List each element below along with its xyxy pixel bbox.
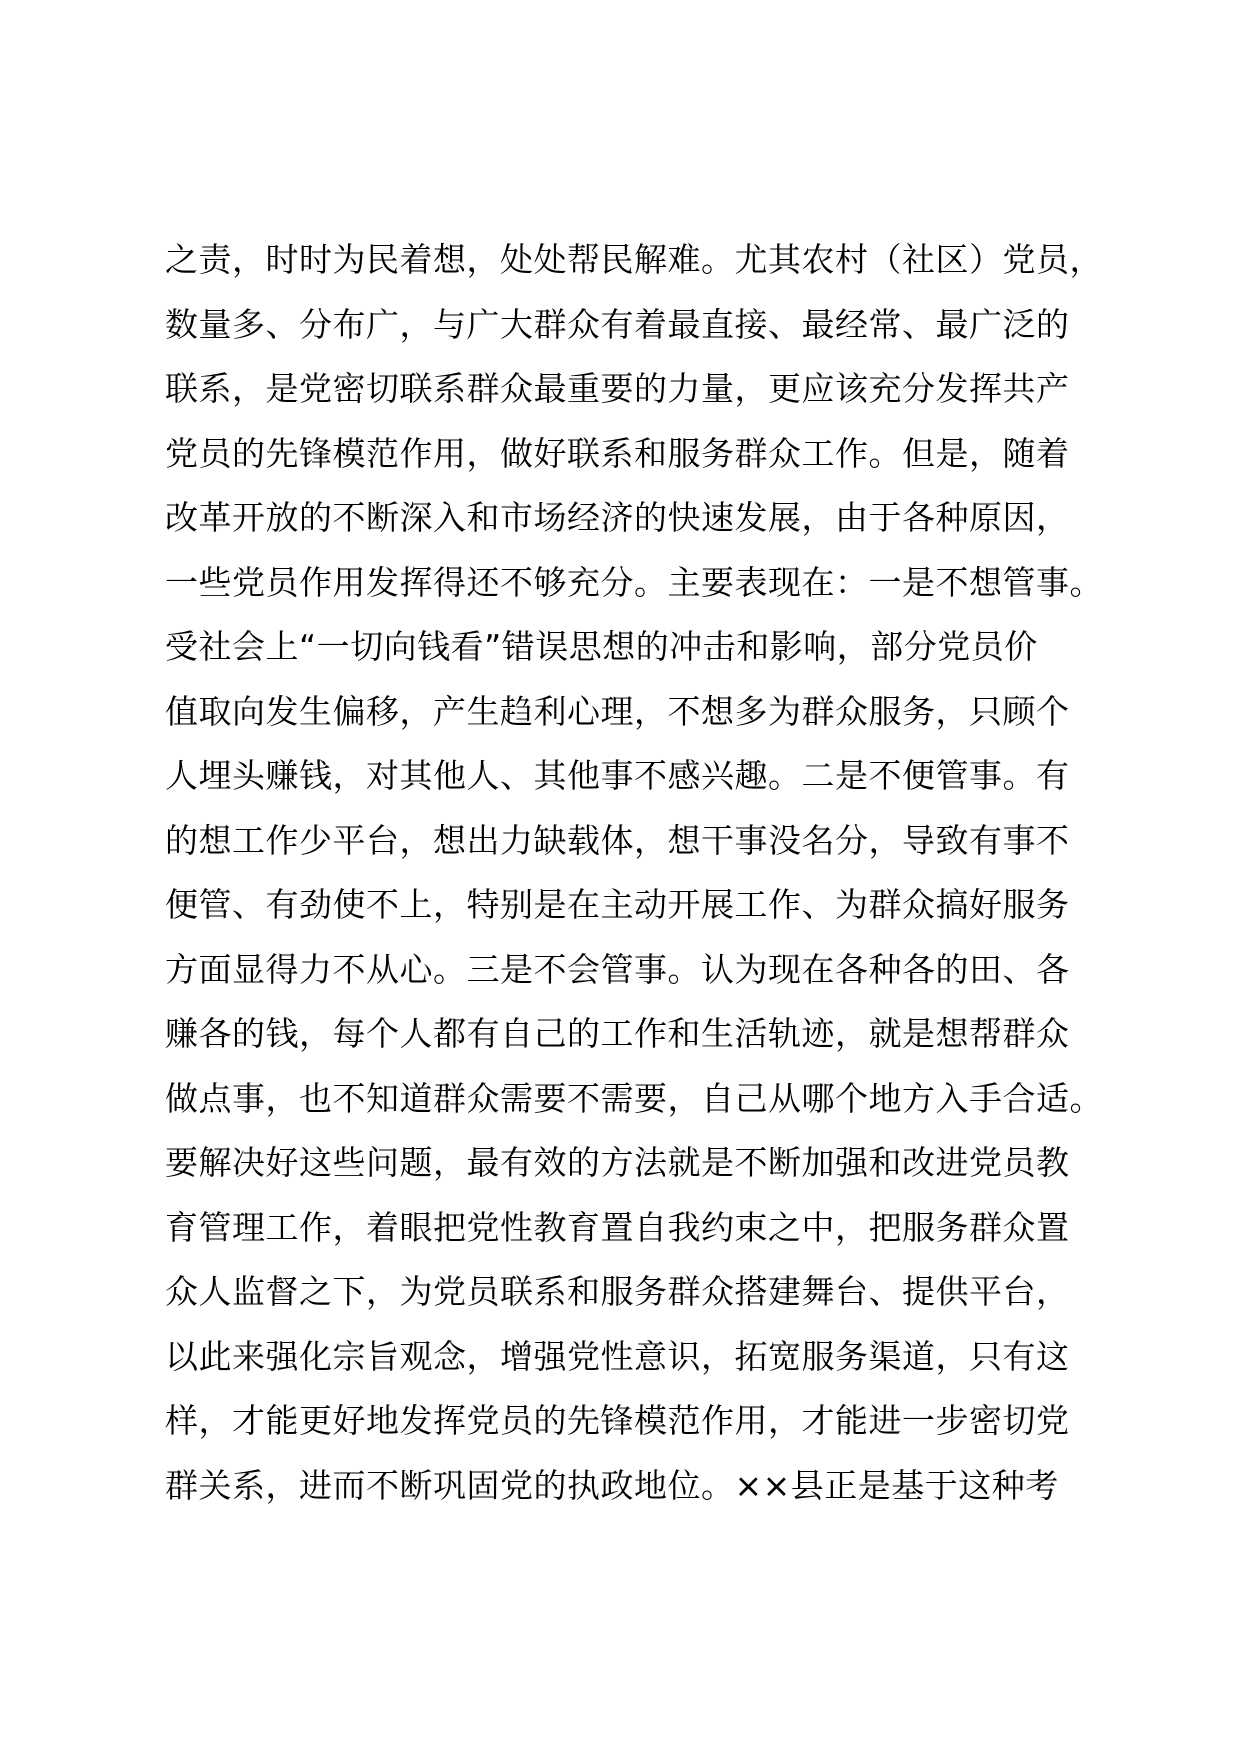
text-line-19: 样，才能更好地发挥党员的先锋模范作用，才能进一步密切党: [165, 1401, 1070, 1440]
text-line-15: 要解决好这些问题，最有效的方法就是不断加强和改进党员教: [165, 1143, 1070, 1182]
text-line-4: 党员的先锋模范作用，做好联系和服务群众工作。但是，随着: [165, 433, 1070, 473]
text-line-10: 的想工作少平台，想出力缺载体，想干事没名分，导致有事不: [165, 820, 1070, 860]
text-line-8: 值取向发生偏移，产生趋利心理，不想多为群众服务，只顾个: [165, 691, 1070, 731]
text-line-2: 数量多、分布广，与广大群众有着最直接、最经常、最广泛的: [165, 304, 1070, 344]
text-line-9: 人埋头赚钱，对其他人、其他事不感兴趣。二是不便管事。有: [165, 756, 1070, 795]
text-line-6: 一些党员作用发挥得还不够充分。主要表现在：一是不想管事。: [165, 562, 1103, 602]
text-line-1: 之责，时时为民着想，处处帮民解难。尤其农村（社区）党员，: [165, 240, 1103, 279]
text-line-13: 赚各的钱，每个人都有自己的工作和生活轨迹，就是想帮群众: [165, 1014, 1070, 1053]
text-line-18: 以此来强化宗旨观念，增强党性意识，拓宽服务渠道，只有这: [165, 1336, 1070, 1376]
text-line-7: 受社会上“一切向钱看”错误思想的冲击和影响，部分党员价: [165, 627, 1038, 666]
text-line-12: 方面显得力不从心。三是不会管事。认为现在各种各的田、各: [165, 949, 1070, 989]
text-line-3: 联系，是党密切联系群众最重要的力量，更应该充分发挥共产: [165, 369, 1070, 408]
text-line-16: 育管理工作，着眼把党性教育置自我约束之中，把服务群众置: [165, 1207, 1070, 1247]
text-line-14: 做点事，也不知道群众需要不需要，自己从哪个地方入手合适。: [165, 1078, 1103, 1118]
text-line-17: 众人监督之下，为党员联系和服务群众搭建舞台、提供平台，: [165, 1272, 1070, 1311]
text-line-5: 改革开放的不断深入和市场经济的快速发展，由于各种原因，: [165, 498, 1070, 537]
text-line-11: 便管、有劲使不上，特别是在主动开展工作、为群众搞好服务: [165, 885, 1070, 924]
text-line-20: 群关系，进而不断巩固党的执政地位。××县正是基于这种考: [165, 1465, 1059, 1505]
body-text: [165, 228, 1125, 1518]
